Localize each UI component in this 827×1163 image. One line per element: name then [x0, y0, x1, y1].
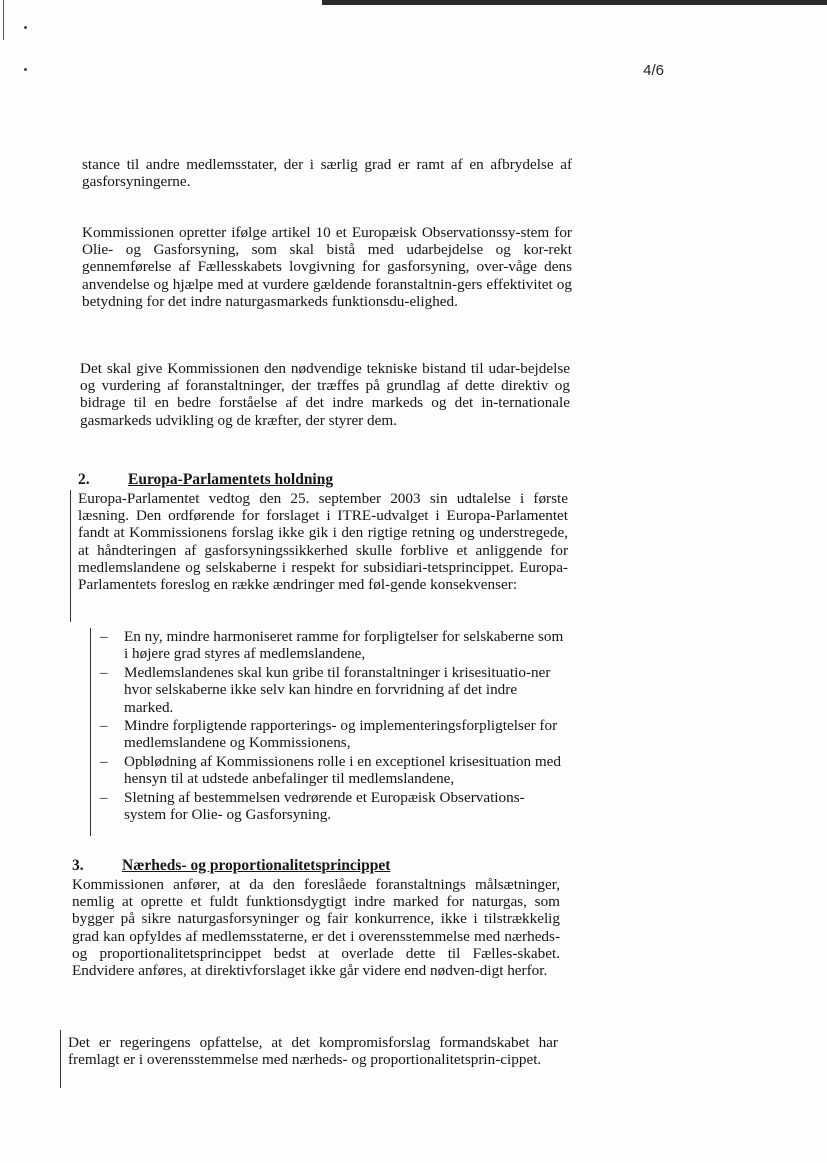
- list-item-text: Mindre forpligtende rapporterings- og implementeringsforpligtelser for medlemslandene og Kommissionens,: [124, 717, 558, 752]
- section-2-bullet-list: [96, 628, 566, 824]
- list-item-text: En ny, mindre harmoniseret ramme for forpligtelser for selskaberne som i højere grad styres af medlemslandene,: [124, 628, 564, 663]
- list-item: [96, 789, 566, 824]
- margin-change-bar: [90, 628, 91, 836]
- paragraph-3: Det skal give Kommissionen den nødvendige tekniske bistand til udar-bejdelse og vurdering af foranstaltninger, der træffes på grundlag af dette direktiv og bidrage til en bedre forståelse af det indre markeds og det in-ternationale gasmarkeds udvikling og de kræfter, der styrer dem.: [80, 360, 570, 429]
- scan-dot: [24, 68, 27, 71]
- page-number: 4/6: [643, 62, 664, 79]
- bullet-dash: –: [100, 717, 108, 735]
- section-3-body: Kommissionen anfører, at da den foreslåede foranstaltnings målsætninger, nemlig at oprette et fuldt funktionsdygtigt indre marked for naturgas, som bygger på sikre naturgasforsyninger og fair konkurrence, ikke i tilstrækkelig grad kan opfyldes af medlemsstaterne, er det i overensstemmelse med nærheds- og proportionalitetsprincippet bedst at overlade dette til Fælles-skabet. Endvidere anføres, at direktivforslaget ikke går videre end nødven-digt herfor.: [72, 876, 560, 980]
- bullet-dash: –: [100, 663, 108, 681]
- list-item-text: Sletning af bestemmelsen vedrørende et Europæisk Observations-system for Olie- og Gasforsyning.: [124, 788, 525, 824]
- section-3-number: 3.: [72, 857, 84, 874]
- margin-change-bar: [70, 490, 71, 622]
- section-2-title: Europa-Parlamentets holdning: [128, 471, 334, 488]
- list-item: [96, 664, 566, 716]
- paragraph-1: stance til andre medlemsstater, der i særlig grad er ramt af en afbrydelse af gasforsyningerne.: [82, 156, 572, 191]
- section-3-heading: [72, 857, 390, 875]
- section-3-title: Nærheds- og proportionalitetsprincippet: [122, 857, 391, 874]
- section-2-number: 2.: [78, 471, 90, 488]
- scan-left-edge: [3, 0, 4, 40]
- scan-edge-bar: [322, 0, 827, 5]
- bullet-dash: –: [100, 788, 108, 806]
- closing-paragraph: Det er regeringens opfattelse, at det kompromisforslag formandskabet har fremlagt er i overensstemmelse med nærheds- og proportionalitetsprin-cippet.: [68, 1034, 558, 1069]
- list-item: [96, 753, 566, 788]
- bullet-dash: –: [100, 628, 108, 645]
- margin-change-bar: [60, 1030, 61, 1088]
- list-item-text: Medlemslandenes skal kun gribe til foranstaltninger i krisesituatio-ner hvor selskaberne ikke selv kan hindre en forvridning af det indre marked.: [124, 663, 551, 716]
- list-item-text: Opblødning af Kommissionens rolle i en exceptionel krisesituation med hensyn til at udstede anbefalinger til medlemslandene,: [124, 752, 561, 788]
- bullet-dash: –: [100, 752, 108, 770]
- scan-dot: [24, 26, 27, 29]
- paragraph-2: Kommissionen opretter ifølge artikel 10 et Europæisk Observationssy-stem for Olie- og Gasforsyning, som skal bistå med udarbejdelse og kor-rekt gennemførelse af Fællesskabets lovgivning for gasforsyning, over-våge dens anvendelse og hjælpe med at vurdere gældende foranstaltnin-gers effektivitet og betydning for det indre naturgasmarkeds funktionsdu-elighed.: [82, 224, 572, 310]
- list-item: [96, 717, 566, 752]
- list-item: [96, 628, 566, 663]
- section-2-heading: [78, 471, 333, 489]
- section-2-body: Europa-Parlamentet vedtog den 25. september 2003 sin udtalelse i første læsning. Den ordførende for forslaget i ITRE-udvalget i Europa-Parlamentet fandt at Kommissionens forslag ikke gik i den rigtige retning og understregede, at håndteringen af gasforsyningssikkerhed skulle forblive et anliggende for medlemslandene og selskaberne i respekt for subsidiari-tetsprincippet. Europa-Parlamentets foreslog en række ændringer med føl-gende konsekvenser:: [78, 490, 568, 594]
